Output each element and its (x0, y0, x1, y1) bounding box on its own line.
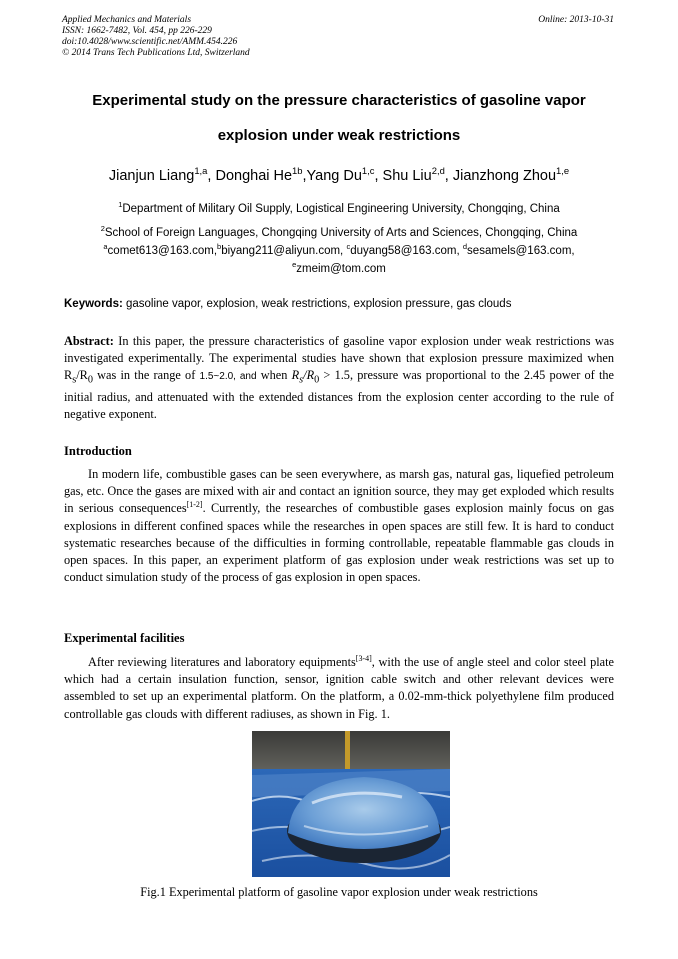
facilities-heading: Experimental facilities (64, 631, 185, 645)
copyright-line: © 2014 Trans Tech Publications Ltd, Switzerland (62, 48, 250, 58)
keywords-text: gasoline vapor, explosion, weak restrictions, explosion pressure, gas clouds (122, 298, 512, 310)
author-name: Jianjun Liang (108, 168, 195, 184)
gas-cloud-photo-image (252, 731, 450, 877)
introduction-paragraph: In modern life, combustible gases can be seen everywhere, as marsh gas, natural gas, liquefied petroleum gas, etc. Once the gases are mixed with air and contact an ignition source, they may get exploded which results in serious consequences[1-2]. Currently, the researches of combustible gases explosion mainly focus on gas explosions in different confined spaces while the researches in open spaces are still few. It is hard to conduct systematic researches because of the difficulties in forming controllable, repeatable flammable gas clouds in open spaces. In this paper, an experiment platform of gas explosion under weak restrictions was set up to conduct simulation study of the process of gas explosion in open spaces. (64, 467, 614, 585)
issn-line: ISSN: 1662-7482, Vol. 454, pp 226-229 (62, 26, 212, 36)
email-link[interactable]: duyang58@163.com, (350, 245, 463, 257)
paper-title-line-1: Experimental study on the pressure characteristics of gasoline vapor (92, 92, 586, 109)
keywords-label: Keywords: (64, 298, 123, 310)
journal-header (62, 15, 250, 59)
email-last: $^e$zmeim@tom.com (292, 260, 386, 275)
figure-1-caption: Fig.1 Experimental platform of gasoline vapor explosion under weak restrictions (140, 885, 538, 899)
author-name: Shu Liu (382, 168, 432, 184)
doi-line[interactable]: doi:10.4028/www.scientific.net/AMM.454.226 (62, 37, 238, 47)
keywords (64, 298, 614, 310)
author-name: Jianzhong Zhou (452, 168, 557, 184)
affiliation-2: $^2$School of Foreign Languages, Chongqing University of Arts and Sciences, Chongqing, China (100, 224, 578, 239)
affiliation-1: $^1$Department of Military Oil Supply, Logistical Engineering University, Chongqing, China (118, 200, 560, 215)
author-sup: 1,a (194, 165, 208, 177)
abstract: Abstract: In this paper, the pressure characteristics of gasoline vapor explosion under weak restrictions was investigated experimentally. The experimental studies have shown that explosion pressure maximized when $R_s/R_0$ was in the range of 1.5~2.0, and when $R_s/R_0 > 1.5$, pressure was proportional to the 2.45 power of the initial radius, and attenuated with the extended distances from the explosion center according to the rule of negative exponent. (64, 334, 614, 422)
email-list: $^a$comet613@163.com,$^b$biyang211@aliyun.com, $^c$duyang58@163.com, $^d$sesamels@163.com, (103, 242, 575, 257)
abstract-label: Abstract: (64, 334, 114, 348)
email-link[interactable]: biyang211@aliyun.com, (221, 245, 347, 257)
email-link[interactable]: comet613@163.com, (107, 245, 218, 257)
online-date: Online: 2013-10-31 (538, 15, 614, 25)
author-sup: 1,c (361, 165, 375, 177)
author-list: Jianjun Liang$^{1,a}$, Donghai $He^{1b},Yang$ Du$^{1,c}$, Shu Liu$^{2,d}$, Jianzhong Zhou$^{1,e}$ (108, 165, 570, 184)
email-link[interactable]: sesamels@163.com, (467, 245, 575, 257)
paper-title-line-2: explosion under weak restrictions (217, 127, 461, 144)
author-name: Yang Du (306, 168, 362, 184)
figure-1-photo (252, 731, 450, 877)
author-sup: 2,d (431, 165, 445, 177)
journal-name: Applied Mechanics and Materials (62, 15, 192, 25)
email-link[interactable]: zmeim@tom.com (296, 263, 386, 275)
citation[interactable]: [1-2] (186, 500, 203, 510)
author-sup: 1b (292, 165, 303, 177)
author-sup: 1,e (556, 165, 570, 177)
facilities-paragraph: After reviewing literatures and laboratory equipments[3-4], with the use of angle steel and color steel plate which had a certain insulation function, sensor, ignition cable switch and other relevant devices were assembled to set up an experimental platform. On the platform, a 0.02-mm-thick polyethylene film produced controllable gas clouds with different radiuses, as shown in Fig. 1. (64, 653, 614, 721)
introduction-heading: Introduction (64, 444, 132, 458)
author-name: Donghai He (215, 168, 293, 184)
citation[interactable]: [3-4] (355, 653, 372, 663)
